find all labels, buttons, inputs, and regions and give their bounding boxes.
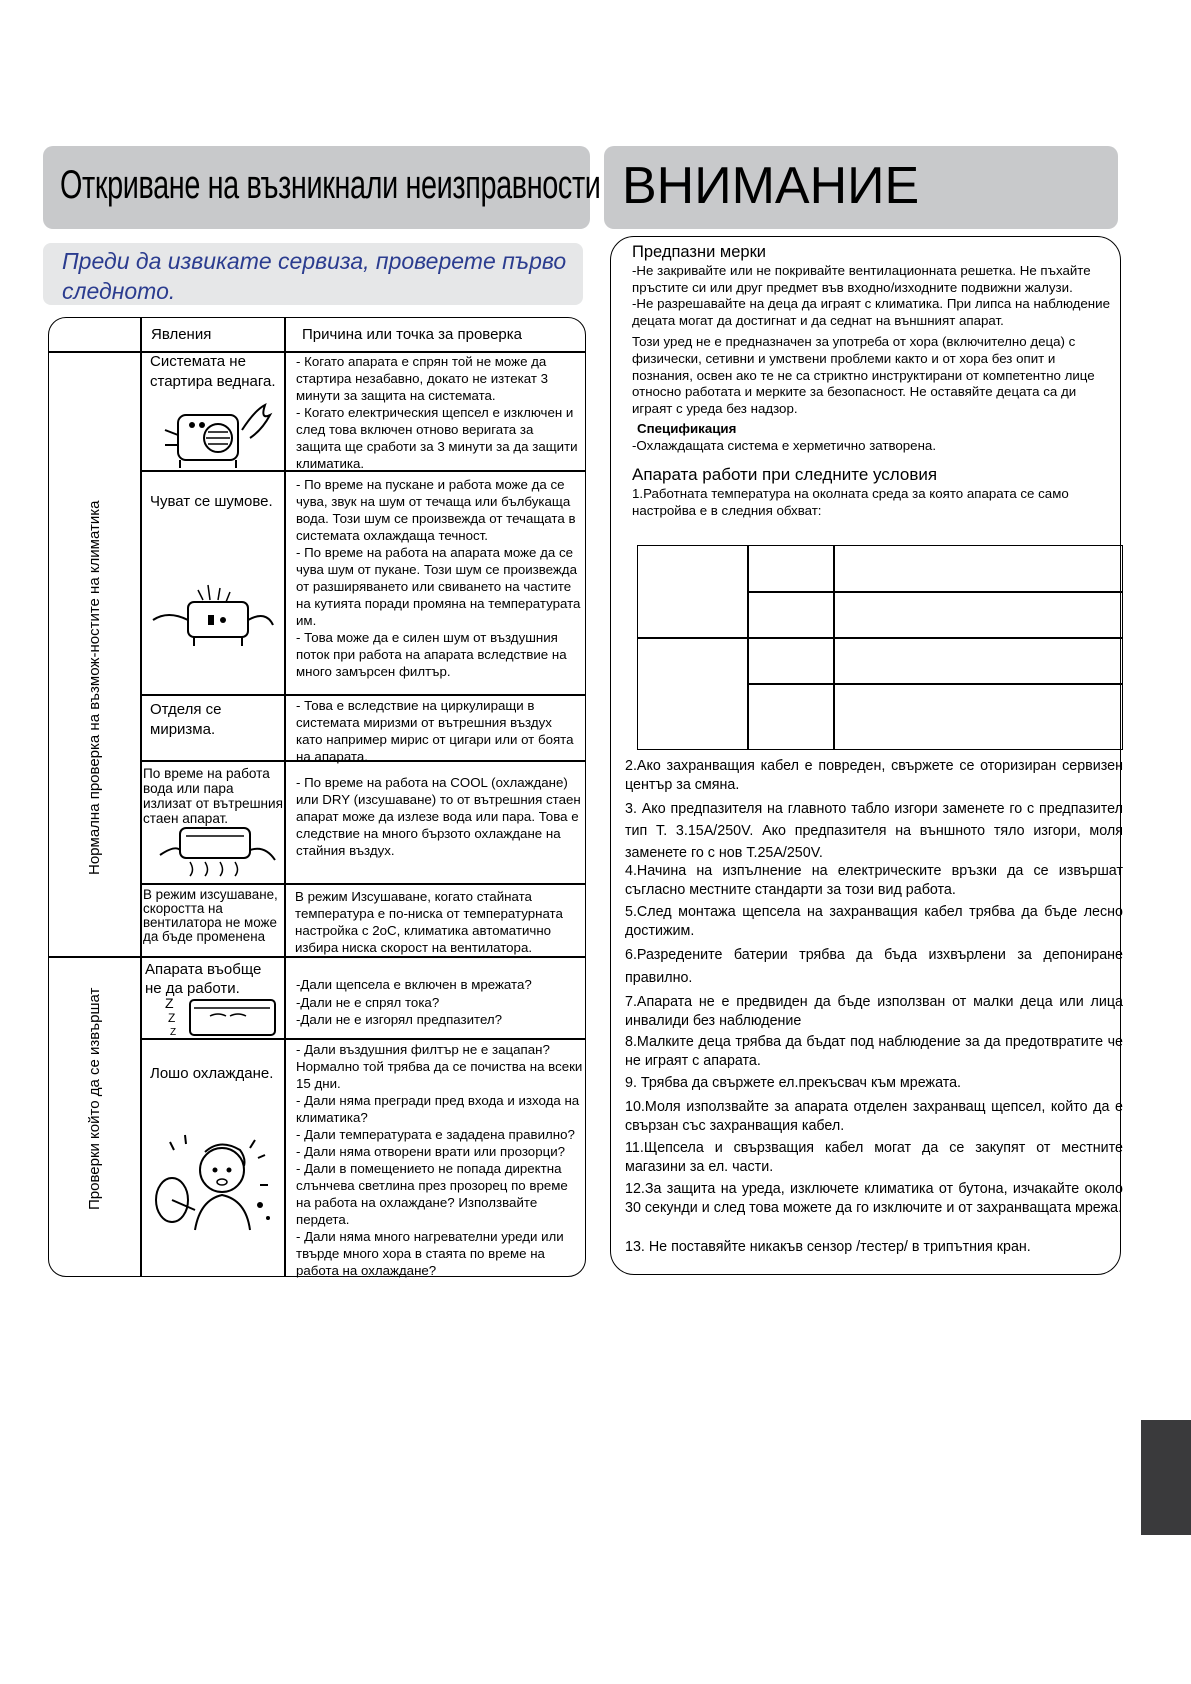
table-col-divider (284, 317, 286, 1276)
spec-title: Спецификация (637, 421, 737, 436)
symptom-smell: Отделя се миризма. (150, 701, 222, 738)
svg-text:Z: Z (168, 1011, 176, 1025)
hot-person-illustration (150, 1130, 280, 1240)
cause-noises: - По време на пускане и работа може да се чува, звук на шум от течаща или бълбукаща вода. Този шум се произвежда от течащата в системата охлаждаща течност. - По време на работа на апарата може да се чува шум от пукане. Този шум се произвежда от разширяването или свиването на частите на кутията поради промяна на температурата им. - Това може да е силен шум от въздушния поток при работа на апарата вследствие на много замърсен филтър. (296, 477, 581, 679)
cause-not-working: -Дали щепсела е включен в мрежата? -Дали не е спрял тока? -Дали не е изгорял предпазител? (296, 977, 532, 1027)
precaution-ventilation: -Не закривайте или не покривайте вентилационната решетка. Не пъхайте пръстите си или друг предмет във входно/изходните подвижни жалузи. (632, 263, 1091, 295)
temp-table-row-divider (637, 637, 1122, 639)
column-header-symptoms: Явления (151, 326, 212, 343)
symptom-noises: Чуват се шумове. (150, 493, 273, 510)
precaution-usage: Този уред не е предназначен за употреба от хора (включително деца) с физически, сетивни и умствени проблеми както и от хора без опит и познания, освен ако те не са стриктно инструктирани от компетентно лице относно работата и мерките за безопасност. Не оставяйте децата са ди играят с уреда без надзор. (632, 334, 1095, 417)
unit-vapor-illustration (150, 820, 280, 880)
page-side-tab (1141, 1420, 1191, 1535)
symptom-water-vapor: По време на работа вода или пара излизат от вътрешния стаен апарат. (143, 766, 283, 826)
subtitle: Преди да извикате сервиза, проверете първо следното. (62, 248, 567, 304)
note-10: 10.Моля използвайте за апарата отделен захранващ щепсел, който да е свързан със захранващия кабел. (625, 1099, 1123, 1134)
conditions-intro: 1.Работната температура на околната среда за която апарата се само настройва е в следния обхват: (632, 486, 1069, 518)
table-divider (48, 956, 585, 958)
table-divider (140, 694, 585, 696)
table-divider (140, 883, 585, 885)
note-4: 4.Начина на изпълнение на електрическите връзки да се извършат съгласно местните стандарти за този вид работа. (625, 863, 1123, 898)
conditions-title: Апарата работи при следните условия (632, 465, 938, 484)
cause-water-vapor: - По време на работа на COOL (охлаждане) или DRY (изсушаване) то от вътрешния стаен апарат може да излезе вода или пара. Това е следствие на много бързото охлаждане на стайния въздух. (296, 775, 581, 858)
note-7: 7.Апарата не е предвиден да бъде използван от малки деца или лица инвалиди без наблюдение (625, 994, 1123, 1029)
symptom-poor-cooling: Лошо охлаждане. (150, 1065, 274, 1082)
cause-poor-cooling: - Дали въздушния филтър не е зацапан? Нормално той трябва да се почиства на всеки 15 дни. - Дали няма прегради пред входа и изхода на климатика? - Дали температурата е зададена правилно? - Дали няма отворени врати или прозорци? - Дали в помещението не попада директна слънчева светлина през прозорец по време на работа на охлаждане? Използвайте пердета. - Дали няма много нагревателни уреди или твърде много хора в стаята по време на работа на охлаждане? (296, 1042, 583, 1278)
temp-table-row-divider (747, 591, 1122, 593)
temperature-range-table (637, 545, 1123, 750)
temp-table-col-divider (747, 545, 749, 749)
symptom-not-working: Апарата въобще не да работи. (145, 961, 262, 997)
spec-text: -Охлаждащата система е херметично затворена. (632, 438, 937, 453)
group-label-checks-to-do: Проверки който да се извършат (86, 987, 103, 1210)
precaution-children: -Не разрешавайте на деца да играят с климатика. При липса на наблюдение децата могат да достигнат и да седнат на външният апарат. (632, 296, 1110, 328)
symptom-system-not-start: Системата не стартира веднага. (150, 353, 276, 390)
cause-smell: - Това е вследствие на циркулиращи в системата миризми от вътрешния въздух като например мирис от цигари или от боята на апарата. (296, 698, 574, 764)
cause-dry-mode-fan: В режим Изсушаване, когато стайната температура е по-ниска от температурната настройка с 2оС, климатика автоматично избира ниска скорост на вентилатора. (295, 889, 563, 955)
cause-system-not-start: - Когато апарата е спрян той не може да стартира незабавно, докато не изтекат 3 минути за защита на системата. - Когато електрическия щепсел е изключен и след това включен отново веригата за защита ще сработи за 3 минути за да защити климатика. (296, 354, 578, 471)
page-title-warning: ВНИМАНИЕ (622, 157, 920, 215)
temp-table-row-divider (747, 683, 1122, 685)
note-9: 9. Трябва да свържете ел.прекъсвач към мрежата. (625, 1075, 962, 1091)
unit-sleeping-illustration (160, 990, 280, 1040)
svg-text:Z: Z (165, 995, 174, 1011)
note-12: 12.За защита на уреда, изключете климатика от бутона, изчакайте около 30 секунди и след това можете да го изключите и от захранващата мрежа. (625, 1181, 1123, 1216)
symptom-dry-mode-fan: В режим изсушаване, скоростта на вентилатора не може да бъде променена (143, 887, 278, 944)
note-3: 3. Ако предпазителя на главното табло изгори заменете го с предпазител тип Т. 3.15A/250V. Ако предпазителя на външното тяло изгори, моля заменете го с нов Т.25A/250V. (625, 801, 1123, 861)
precautions-title: Предпазни мерки (632, 243, 767, 261)
note-5: 5.След монтажа щепсела на захранващия кабел трябва да бъде лесно достижим. (625, 904, 1123, 939)
table-col-divider (140, 317, 142, 1276)
unit-waving-illustration (160, 400, 280, 470)
note-11: 11.Щепсела и свързващия кабел могат да се закупят от местните магазини за ел. части. (625, 1140, 1123, 1175)
page-title-troubleshooting: Откриване на възникнали неизправности (60, 163, 601, 207)
note-13: 13. Не поставяйте никакъв сензор /тестер/ в трипътния кран. (625, 1239, 1031, 1255)
note-8: 8.Малките деца трябва да бъдат под наблюдение за да предотвратите че не играят с апарата. (625, 1034, 1123, 1069)
temp-table-col-divider (833, 545, 835, 749)
column-header-cause: Причина или точка за проверка (302, 326, 523, 343)
note-6: 6.Разредените батерии трябва да бъда изхвърлени за депониране правилно. (625, 947, 1123, 986)
note-2: 2.Ако захранващия кабел е повреден, свържете се оторизиран сервизен център за смяна. (625, 758, 1123, 793)
svg-text:Z: Z (170, 1027, 177, 1038)
group-label-normal-check: Нормална проверка на възмож-ностите на климатика (86, 500, 103, 875)
unit-noise-illustration (148, 580, 278, 650)
